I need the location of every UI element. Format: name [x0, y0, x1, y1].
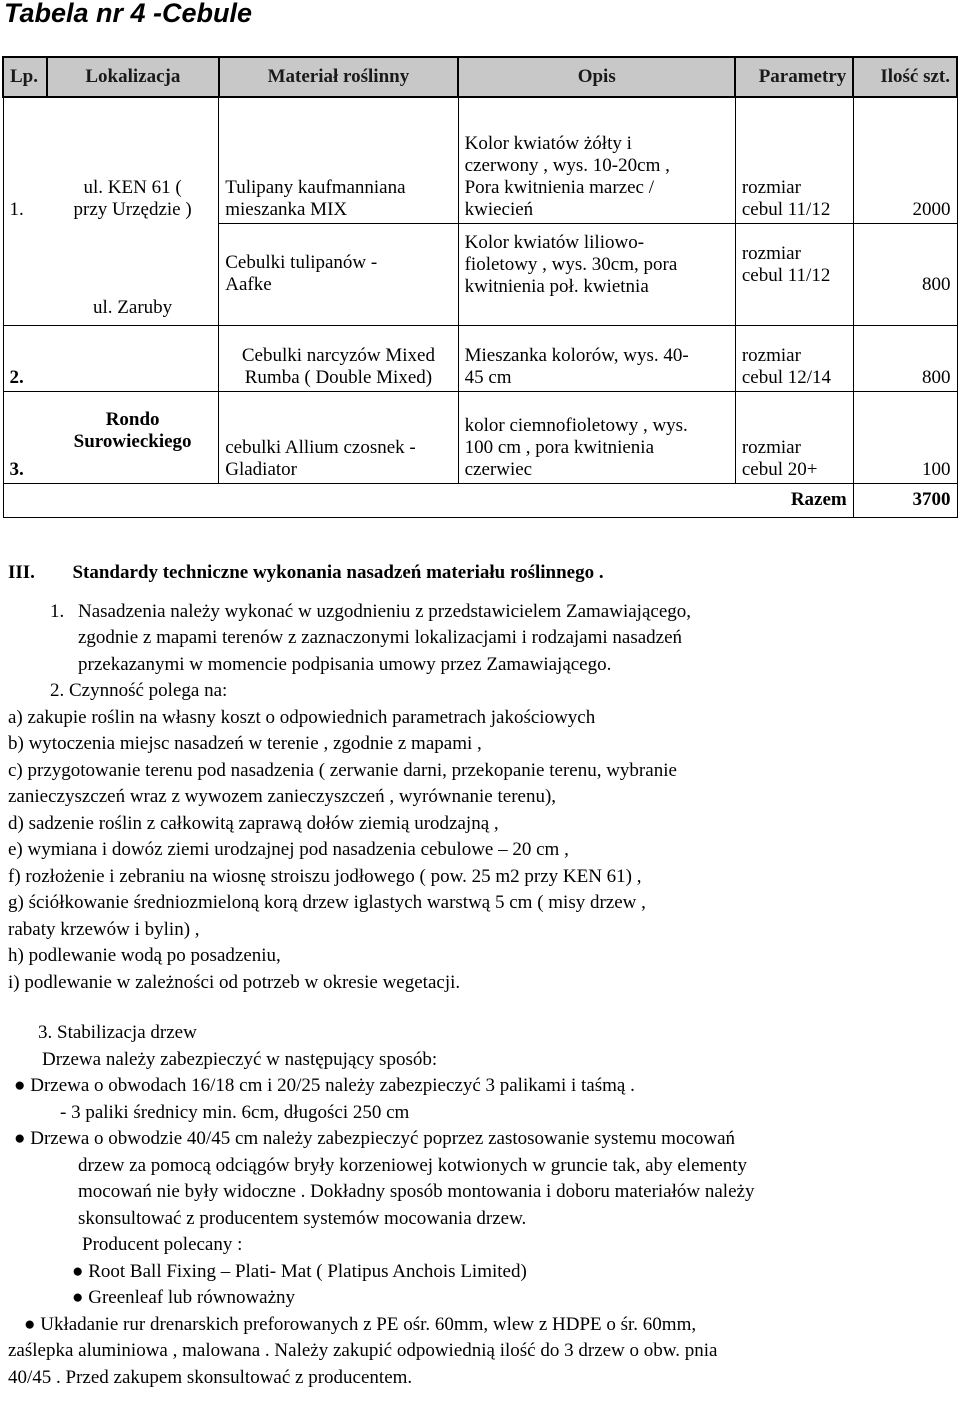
- material-line: cebulki Allium czosnek -: [225, 436, 416, 458]
- row-lokalizacja: [47, 325, 219, 391]
- table-row: [3, 391, 957, 483]
- opis-line: 100 cm , pora kwitnienia: [464, 436, 655, 458]
- lokalizacja-line: ul. KEN 61 (: [83, 177, 182, 198]
- bullet-sub-item: - 3 paliki średnicy min. 6cm, długości 250 cm: [60, 1101, 410, 1123]
- page-title: Tabela nr 4 -Cebule: [4, 0, 253, 28]
- parametry-line: cebul 11/12: [741, 265, 831, 286]
- list-item: zanieczyszczeń wraz z wywozem zanieczyszczeń , wyrównanie terenu),: [8, 786, 557, 807]
- opis-line: Mieszanka kolorów, wys. 40-: [464, 344, 689, 366]
- opis-line: Kolor kwiatów liliowo-: [464, 232, 645, 253]
- row-lp: [3, 223, 47, 325]
- total-spacer: [3, 483, 735, 517]
- item-2-text: Czynność polega na:: [69, 680, 228, 701]
- parametry-line: cebul 12/14: [741, 366, 832, 388]
- lokalizacja-line: przy Urzędzie ): [73, 199, 192, 220]
- row-lp: 1.: [3, 97, 47, 223]
- bulbs-table: [2, 56, 958, 518]
- bullet-item-line: zaślepka aluminiowa , malowana . Należy zakupić odpowiednią ilość do 3 drzew o obw. pnia: [8, 1340, 718, 1361]
- opis-line: kwiecień: [464, 198, 534, 220]
- material-line: Rumba ( Double Mixed): [244, 366, 433, 388]
- row-opis: [458, 391, 735, 483]
- row-ilosc: 2000: [853, 97, 957, 223]
- row-parametry: [735, 325, 853, 391]
- row-lokalizacja: [47, 223, 219, 325]
- list-item: e) wymiana i dowóz ziemi urodzajnej pod nasadzenia cebulowe – 20 cm ,: [8, 839, 569, 860]
- material-line: Cebulki tulipanów -: [225, 252, 378, 273]
- opis-line: Kolor kwiatów żółty i: [464, 132, 632, 154]
- list-item: h) podlewanie wodą po posadzeniu,: [8, 945, 281, 966]
- material-line: Tulipany kaufmanniana: [225, 176, 406, 198]
- row-ilosc: 100: [853, 391, 957, 483]
- bullet-item: ● Układanie rur drenarskich preforowanych z PE ośr. 60mm, wlew z HDPE o śr. 60mm,: [24, 1313, 697, 1335]
- header-lp: Lp.: [3, 57, 47, 97]
- bullet-item-line: 40/45 . Przed zakupem skonsultować z producentem.: [8, 1366, 413, 1388]
- lokalizacja-line: Rondo: [105, 409, 160, 430]
- row-lp: 2.: [3, 325, 47, 391]
- list-item: c) przygotowanie terenu pod nasadzenia ( zerwanie darni, przekopanie terenu, wybranie: [8, 759, 677, 781]
- table-header-row: [3, 57, 957, 97]
- row-material: [219, 97, 458, 223]
- bullet-item: ● Drzewa o obwodzie 40/45 cm należy zabezpieczyć poprzez zastosowanie systemu mocowań: [14, 1128, 736, 1149]
- header-parametry: Parametry: [735, 57, 853, 97]
- section-number: III.: [8, 562, 35, 583]
- item-2-heading: [50, 678, 948, 705]
- lokalizacja-line: ul. Zaruby: [93, 296, 173, 318]
- parametry-line: rozmiar: [741, 243, 801, 264]
- list-item: b) wytoczenia miejsc nasadzeń w terenie , zgodnie z mapami ,: [8, 733, 482, 754]
- standards-section: [8, 560, 948, 1391]
- row-parametry: [735, 97, 853, 223]
- item-1-line: przekazanymi w momencie podpisania umowy przez Zamawiającego.: [78, 653, 612, 675]
- table-row: [3, 325, 957, 391]
- producer-item: ● Root Ball Fixing – Plati- Mat ( Platipus Anchois Limited): [72, 1260, 527, 1282]
- row-ilosc: 800: [853, 325, 957, 391]
- item-1: [50, 599, 948, 679]
- header-lokalizacja: Lokalizacja: [47, 57, 219, 97]
- total-row: [3, 483, 957, 517]
- bullet-item-line: skonsultować z producentem systemów mocowania drzew.: [78, 1207, 527, 1229]
- list-item: g) ściółkowanie średniozmieloną korą drzew iglastych warstwą 5 cm ( misy drzew ,: [8, 892, 646, 913]
- opis-line: czerwony , wys. 10-20cm ,: [464, 154, 670, 176]
- opis-line: kolor ciemnofioletowy , wys.: [464, 414, 688, 436]
- row-ilosc: 800: [853, 223, 957, 325]
- row-parametry: [735, 391, 853, 483]
- opis-line: 45 cm: [464, 366, 512, 388]
- bullet-item: ● Drzewa o obwodach 16/18 cm i 20/25 należy zabezpieczyć 3 palikami i taśmą .: [14, 1075, 635, 1096]
- material-line: mieszanka MIX: [225, 198, 348, 220]
- parametry-line: cebul 20+: [741, 458, 818, 480]
- table-row: [3, 97, 957, 223]
- list-item: d) sadzenie roślin z całkowitą zaprawą dołów ziemią urodzajną ,: [8, 812, 499, 834]
- table-row: [3, 223, 957, 325]
- list-item: rabaty krzewów i bylin) ,: [8, 918, 200, 940]
- item-1-number: 1.: [50, 600, 65, 622]
- item-3: [8, 1020, 948, 1391]
- header-material: Materiał roślinny: [219, 57, 458, 97]
- row-material: [219, 325, 458, 391]
- material-line: Gladiator: [225, 458, 298, 480]
- material-line: Cebulki narcyzów Mixed: [241, 344, 435, 366]
- parametry-line: rozmiar: [741, 344, 801, 366]
- list-item: a) zakupie roślin na własny koszt o odpowiednich parametrach jakościowych: [8, 706, 596, 728]
- row-opis: [458, 325, 735, 391]
- parametry-line: rozmiar: [741, 176, 801, 198]
- header-ilosc: Ilość szt.: [853, 57, 957, 97]
- total-label: Razem: [735, 483, 853, 517]
- parametry-line: rozmiar: [741, 436, 801, 458]
- item-2: [8, 678, 948, 996]
- material-line: Aafke: [225, 274, 272, 295]
- row-lokalizacja: [47, 97, 219, 223]
- bullet-item-line: drzew za pomocą odciągów bryły korzeniowej kotwionych w gruncie tak, aby elementy: [78, 1154, 747, 1176]
- list-item: i) podlewanie w zależności od potrzeb w okresie wegetacji.: [8, 971, 461, 993]
- total-value: 3700: [853, 483, 957, 517]
- lokalizacja-line: Surowieckiego: [73, 431, 192, 452]
- producer-item: ● Greenleaf lub równoważny: [72, 1287, 296, 1308]
- opis-line: kwitnienia poł. kwietnia: [464, 276, 649, 297]
- row-opis: [458, 97, 735, 223]
- row-parametry: [735, 223, 853, 325]
- opis-line: fioletowy , wys. 30cm, pora: [464, 254, 678, 275]
- item-1-line: Nasadzenia należy wykonać w uzgodnieniu z przedstawicielem Zamawiającego,: [78, 600, 692, 622]
- row-material: [219, 391, 458, 483]
- item-3-heading: 3. Stabilizacja drzew: [38, 1022, 197, 1043]
- bullet-item-line: mocowań nie były widoczne . Dokładny sposób montowania i doboru materiałów należy: [78, 1181, 755, 1202]
- section-heading: [8, 560, 948, 587]
- header-opis: Opis: [458, 57, 735, 97]
- item-2-number: 2.: [50, 680, 65, 701]
- list-item: f) rozłożenie i zebraniu na wiosnę stroiszu jodłowego ( pow. 25 m2 przy KEN 61) ,: [8, 865, 642, 887]
- row-material: [219, 223, 458, 325]
- producer-label: Producent polecany :: [82, 1234, 243, 1255]
- parametry-line: cebul 11/12: [741, 198, 831, 220]
- opis-line: Pora kwitnienia marzec /: [464, 176, 654, 198]
- section-title: Standardy techniczne wykonania nasadzeń materiału roślinnego .: [72, 562, 604, 583]
- item-3-intro: Drzewa należy zabezpieczyć w następujący sposób:: [42, 1048, 438, 1070]
- opis-line: czerwiec: [464, 458, 533, 480]
- row-lp: 3.: [3, 391, 47, 483]
- item-1-line: zgodnie z mapami terenów z zaznaczonymi lokalizacjami i rodzajami nasadzeń: [78, 627, 683, 648]
- row-lokalizacja: [47, 391, 219, 483]
- row-opis: [458, 223, 735, 325]
